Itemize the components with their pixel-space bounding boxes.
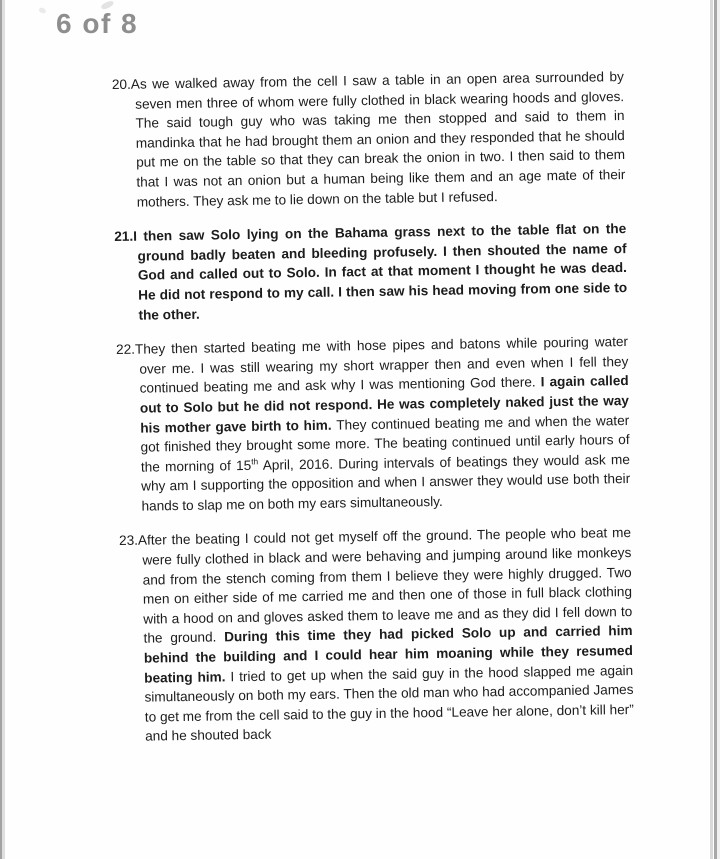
text-run: After the beating I could not get myself off the ground. The people who beat me were fully clothed in black and were behaving and jumping around like monkeys and from the stench coming from them I believe they were highly drugged. Two men on either side of me carried me and then one of those in full black clothing with a hood on and gloves asked them to leave me and as they did I fell down to the ground.	[137, 525, 633, 647]
page-number-label: 6 of 8	[56, 8, 139, 39]
page-edge-left-light-line	[2, 0, 5, 859]
text-run: They then started beating me with hose pipes and batons while pouring water over me. I was still wearing my short wrapper then and even when I fell they continued beating me and ask why I was mentioning God there.	[134, 334, 629, 396]
superscript-run: th	[251, 455, 259, 467]
page-edge-right-light-line	[710, 0, 713, 859]
document-body	[112, 67, 634, 747]
paragraph-20	[112, 67, 626, 212]
paragraph-number: 23.	[118, 533, 139, 549]
paragraph-number: 21.	[114, 228, 134, 245]
scan-smudge-mark	[38, 7, 46, 14]
text-run: April, 2016. During intervals of beatings they would ask me why am I supporting the opposition and when I answer they would use both their hands to slap me on both my ears simultaneously.	[141, 451, 631, 514]
text-run: As we walked away from the cell I saw a table in an open area surrounded by seven men three of whom were fully clothed in black wearing hoods and gloves. The said tough guy who was taking me then stopped and said to them in mandinka that he had brought them an onion and they responded that he should put me on the table so that they can break the onion in two. I then said to them that I was not an onion but a human being like them and an age mate of their mothers. They ask me to lie down on the table but I refused.	[130, 69, 626, 210]
paragraph-number: 22.	[115, 341, 136, 358]
bold-text-run: During this time they had picked Solo up and carried him behind the building and I could hear him moaning while they resumed beating him.	[143, 623, 633, 686]
paragraph-22	[116, 332, 631, 516]
bold-text-run: I again called out to Solo but he did not respond. He was completely naked just the way his mother gave birth to him.	[139, 373, 630, 436]
text-run: They continued beating me and when the water got finished they brought some more. The beating continued until early hours of the morning of 15	[140, 412, 630, 475]
paragraph-number: 20.	[111, 76, 131, 93]
text-run: I tried to get up when the said guy in the hood slapped me again simultaneously on both my ears. Then the old man who had accompanied James to get me from the cell said to the guy in the hood “Leave her alone, don’t kill her” and he shouted back	[144, 662, 634, 745]
bold-text-run: I then saw Solo lying on the Bahama grass next to the table flat on the ground badly beaten and bleeding profusely. I then shouted the name of God and called out to Solo. In fact at that moment I thought he was dead. He did not respond to my call. I then saw his head moving from one side to the other.	[133, 221, 628, 323]
paragraph-21	[114, 219, 627, 325]
paragraph-23	[119, 523, 634, 747]
